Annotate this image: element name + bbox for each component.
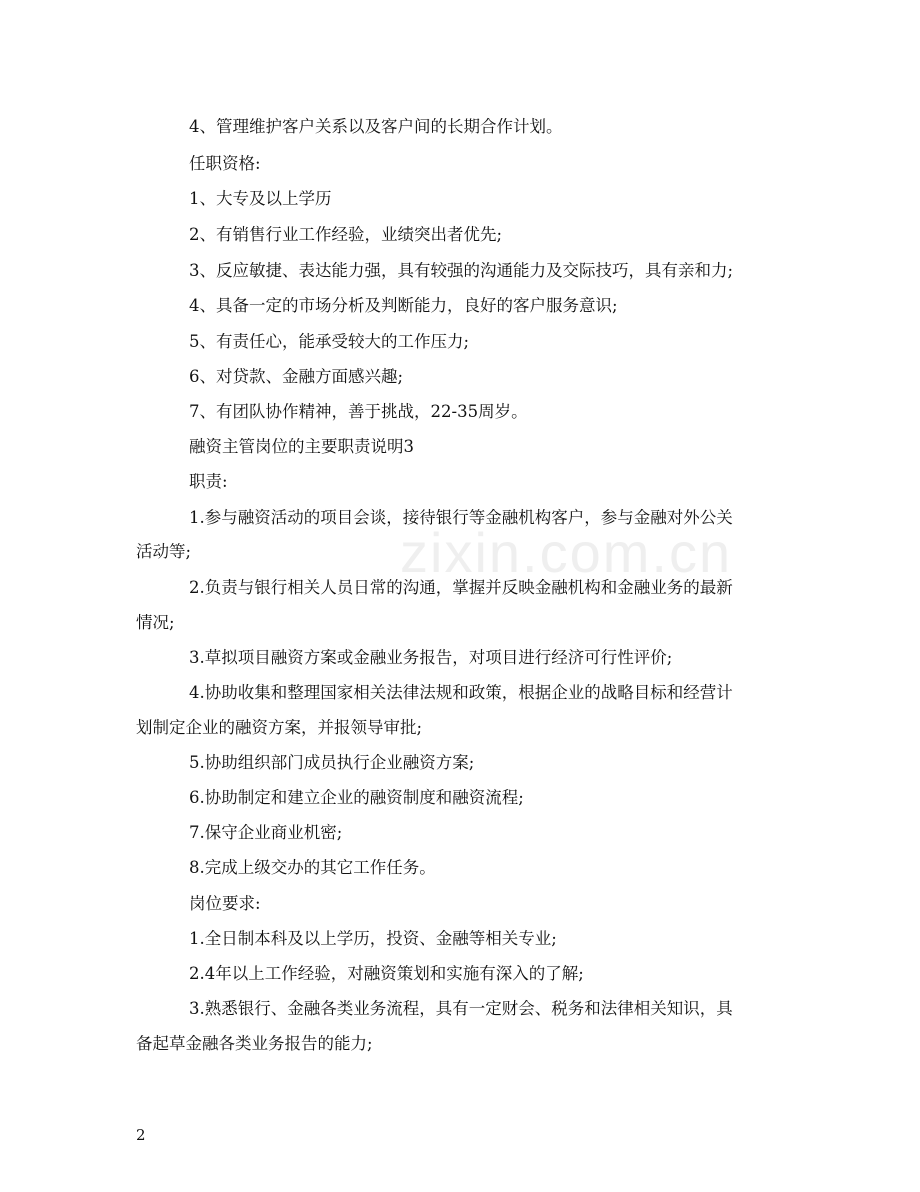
- text-line: 3、反应敏捷、表达能力强，具有较强的沟通能力及交际技巧，具有亲和力;: [189, 261, 734, 280]
- page-number: 2: [136, 1126, 146, 1144]
- text-line: 4、具备一定的市场分析及判断能力，良好的客户服务意识;: [189, 296, 618, 315]
- text-line: 1.全日制本科及以上学历，投资、金融等相关专业;: [189, 929, 557, 948]
- text-line: 2.负责与银行相关人员日常的沟通，掌握并反映金融机构和金融业务的最新: [189, 578, 733, 597]
- text-line: 4、管理维护客户关系以及客户间的长期合作计划。: [189, 117, 563, 136]
- text-line: 7、有团队协作精神，善于挑战，22-35周岁。: [189, 402, 528, 421]
- text-line: 8.完成上级交办的其它工作任务。: [189, 858, 436, 877]
- text-line: 3.草拟项目融资方案或金融业务报告，对项目进行经济可行性评价;: [189, 648, 673, 667]
- text-line: 1.参与融资活动的项目会谈，接待银行等金融机构客户，参与金融对外公关: [189, 508, 733, 527]
- text-line: 6.协助制定和建立企业的融资制度和融资流程;: [189, 788, 524, 807]
- section-heading: 融资主管岗位的主要职责说明3: [189, 437, 414, 456]
- text-line: 3.熟悉银行、金融各类业务流程，具有一定财会、税务和法律相关知识，具: [189, 999, 733, 1018]
- section-heading: 职责:: [189, 472, 228, 491]
- text-line: 1、大专及以上学历: [189, 189, 332, 208]
- text-line: 活动等;: [136, 542, 192, 561]
- text-line: 4.协助收集和整理国家相关法律法规和政策，根据企业的战略目标和经营计: [189, 683, 733, 702]
- text-line: 2、有销售行业工作经验，业绩突出者优先;: [189, 225, 503, 244]
- text-line: 备起草金融各类业务报告的能力;: [136, 1034, 373, 1053]
- text-line: 情况;: [136, 613, 175, 632]
- text-line: 5、有责任心，能承受较大的工作压力;: [189, 332, 470, 351]
- text-line: 6、对贷款、金融方面感兴趣;: [189, 367, 404, 386]
- watermark: zixin.com.cn: [400, 521, 733, 584]
- text-line: 划制定企业的融资方案，并报领导审批;: [136, 718, 423, 737]
- section-heading: 任职资格:: [189, 154, 261, 173]
- text-line: 2.4年以上工作经验，对融资策划和实施有深入的了解;: [189, 964, 584, 983]
- text-line: 7.保守企业商业机密;: [189, 823, 343, 842]
- text-line: 5.协助组织部门成员执行企业融资方案;: [189, 753, 475, 772]
- section-heading: 岗位要求:: [189, 894, 261, 913]
